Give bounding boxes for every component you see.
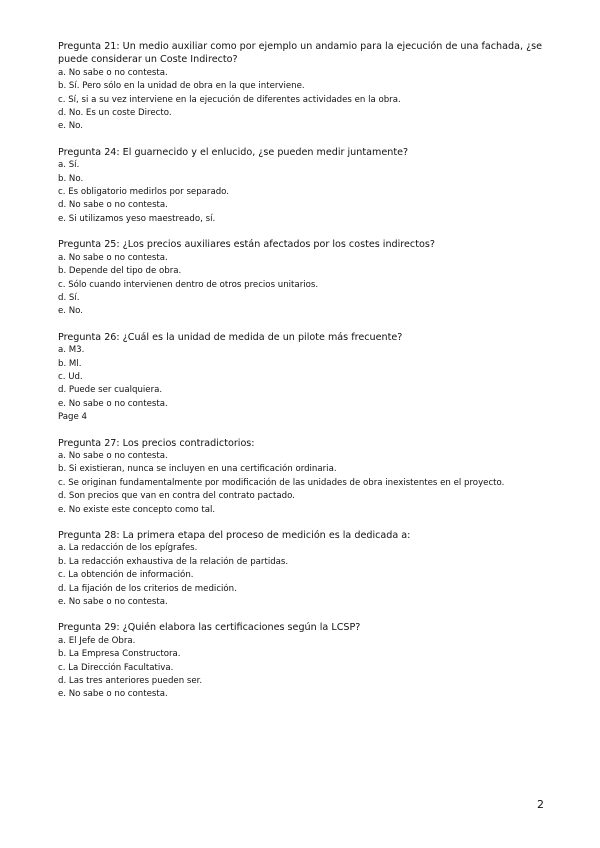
- question-25: [58, 238, 558, 318]
- question-28: [58, 529, 558, 609]
- answer-option: c. La obtención de información.: [58, 570, 194, 581]
- question-title: Pregunta 27: Los precios contradictorios:: [58, 437, 255, 449]
- answer-option: c. La Dirección Facultativa.: [58, 662, 174, 673]
- answer-option: d. La fijación de los criterios de medición.: [58, 583, 237, 594]
- answer-option: c. Sólo cuando intervienen dentro de otros precios unitarios.: [58, 279, 319, 290]
- answer-option: b. Depende del tipo de obra.: [58, 266, 182, 277]
- answer-option: c. Se originan fundamentalmente por modificación de las unidades de obra inexistentes en el proyecto.: [58, 477, 505, 488]
- answer-option: b. La Empresa Constructora.: [58, 649, 181, 660]
- answer-option: d. Las tres anteriores pueden ser.: [58, 676, 203, 687]
- answer-option: e. No sabe o no contesta.: [58, 597, 168, 608]
- answer-option: b. Si existieran, nunca se incluyen en una certificación ordinaria.: [58, 464, 337, 475]
- answer-option: d. No. Es un coste Directo.: [58, 108, 172, 119]
- answer-option: b. Sí. Pero sólo en la unidad de obra en la que interviene.: [58, 81, 305, 92]
- answer-option: d. No sabe o no contesta.: [58, 200, 168, 211]
- question-26: [58, 331, 558, 411]
- answer-option: a. El Jefe de Obra.: [58, 635, 136, 646]
- answer-option: a. Sí.: [58, 160, 80, 171]
- question-title: Pregunta 21: Un medio auxiliar como por ejemplo un andamio para la ejecución de una fachada, ¿se puede considerar un Coste Indirecto?: [58, 41, 543, 66]
- page-number: 2: [537, 798, 544, 811]
- document-body: [58, 40, 558, 714]
- answer-option: d. Puede ser cualquiera.: [58, 385, 163, 396]
- answer-option: d. Son precios que van en contra del contrato pactado.: [58, 491, 295, 502]
- answer-option: c. Es obligatorio medirlos por separado.: [58, 187, 230, 198]
- answer-option: e. No existe este concepto como tal.: [58, 504, 216, 515]
- question-title: Pregunta 28: La primera etapa del proceso de medición es la dedicada a:: [58, 530, 411, 541]
- answer-option: a. No sabe o no contesta.: [58, 252, 168, 263]
- answer-option: a. M3.: [58, 345, 85, 356]
- question-24: [58, 146, 558, 226]
- answer-option: e. No.: [58, 306, 84, 317]
- answer-option: e. No sabe o no contesta.: [58, 398, 168, 409]
- question-title: Pregunta 24: El guarnecido y el enlucido, ¿se pueden medir juntamente?: [58, 146, 409, 158]
- answer-option: a. La redacción de los epígrafes.: [58, 543, 198, 554]
- question-29: [58, 621, 558, 701]
- answer-option: b. No.: [58, 173, 84, 184]
- answer-option: e. No sabe o no contesta.: [58, 689, 168, 700]
- answer-option: c. Sí, si a su vez interviene en la ejecución de diferentes actividades en la obra.: [58, 94, 401, 105]
- question-title: Pregunta 26: ¿Cuál es la unidad de medida de un pilote más frecuente?: [58, 331, 403, 343]
- question-title: Pregunta 25: ¿Los precios auxiliares están afectados por los costes indirectos?: [58, 239, 435, 251]
- answer-option: e. Si utilizamos yeso maestreado, sí.: [58, 213, 216, 224]
- answer-option: b. Ml.: [58, 358, 82, 369]
- answer-option: c. Ud.: [58, 371, 83, 382]
- answer-option: a. No sabe o no contesta.: [58, 450, 168, 461]
- answer-option: b. La redacción exhaustiva de la relación de partidas.: [58, 556, 289, 567]
- page-marker: Page 4: [58, 412, 88, 423]
- question-27: [58, 437, 558, 517]
- answer-option: d. Sí.: [58, 292, 80, 303]
- question-21: [58, 40, 558, 134]
- answer-option: e. No.: [58, 121, 84, 132]
- question-title: Pregunta 29: ¿Quién elabora las certificaciones según la LCSP?: [58, 622, 361, 634]
- answer-option: a. No sabe o no contesta.: [58, 67, 168, 78]
